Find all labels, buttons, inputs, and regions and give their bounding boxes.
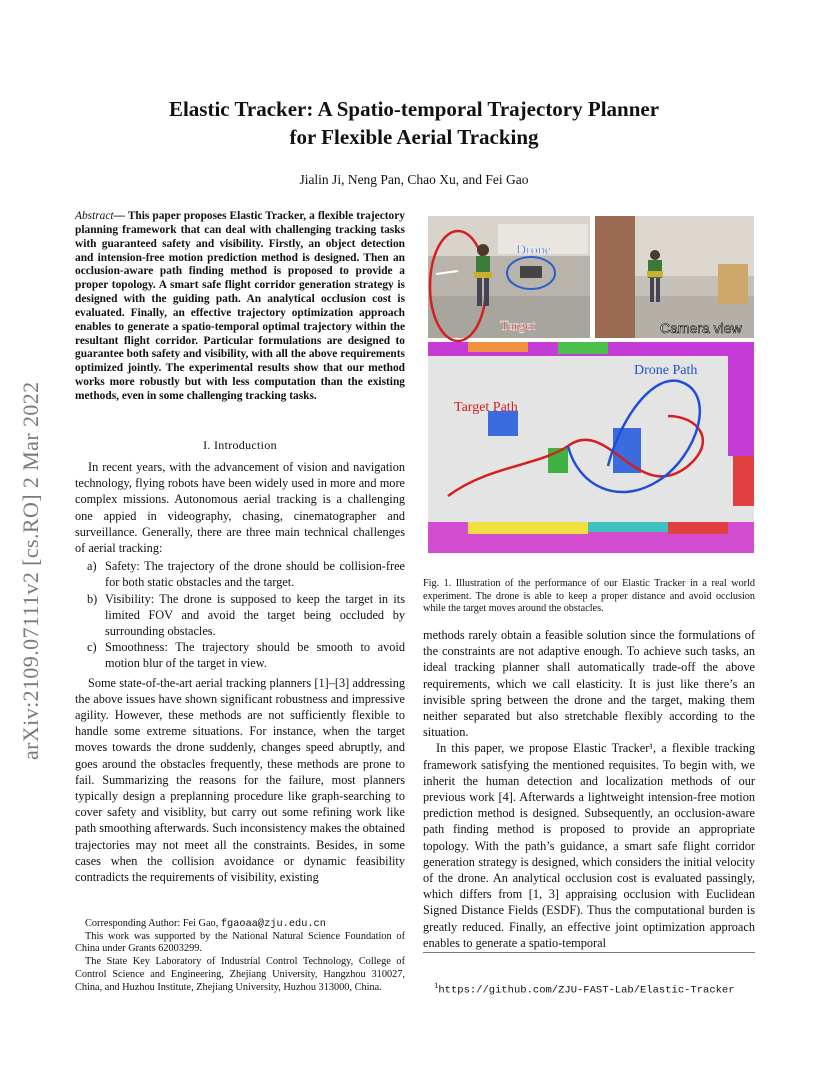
trajectory-map	[428, 342, 754, 553]
footnote-author-label: Corresponding Author: Fei Gao,	[85, 918, 221, 929]
email-link[interactable]: fgaoaa@zju.edu.cn	[220, 918, 326, 930]
drone-path-label: Drone Path	[634, 363, 698, 378]
right-paragraph-1: methods rarely obtain a feasible solution since the formulations of the constraints are not adaptive enough. To achieve such tasks, an ideal tracking planner shall automatically trade-off the above requirements, which we call elasticity. It is just like there’s an invisible spring between the drone and the target, making them neither separated but also stretchable flexibly according to the situation.	[423, 628, 755, 740]
challenge-list	[75, 558, 405, 671]
section-heading: I. Introduction	[203, 438, 277, 452]
github-link[interactable]: https://github.com/ZJU-FAST-Lab/Elastic-Tracker	[438, 984, 735, 997]
list-item	[75, 639, 405, 671]
intro-paragraph-1: In recent years, with the advancement of vision and navigation technology, flying robots have been widely used in more and more complex missions. Autonomous aerial tracking is a challenging one appied in videography, chasing, cinematographer and surveillance. Generally, there are three main technical challenges of aerial tracking:	[75, 460, 405, 556]
arxiv-stamp: arXiv:2109.07111v2 [cs.RO] 2 Mar 2022	[18, 381, 43, 760]
abstract	[75, 210, 405, 404]
target-label: Target	[500, 319, 536, 334]
camera-view-photo	[595, 216, 754, 338]
list-marker: b)	[87, 591, 98, 606]
left-footnotes	[75, 918, 405, 994]
author-list: Jialin Ji, Neng Pan, Chao Xu, and Fei Gao	[299, 172, 529, 187]
footnote-marker: 1	[434, 980, 439, 990]
title-line-1: Elastic Tracker: A Spatio-temporal Trajectory Planner	[168, 97, 660, 121]
footnote-corresponding	[75, 918, 405, 931]
title-line-2: for Flexible Aerial Tracking	[289, 125, 539, 149]
abstract-text: — This paper proposes Elastic Tracker, a flexible trajectory planning framework that can deal with challenging tracking tasks with guaranteed safety and visibility. Firstly, an object detection and intension-free motion prediction method is designed. Then an occlusion-aware path finding method is proposed to provide a proper topology. A smart safe flight corridor generation strategy is designed with the guiding path. An analytical occlusion cost is evaluated. Finally, an effective trajectory optimization approach enables to generate a spatio-temporal optimal trajectory within the resultant flight corridor. Particular formulations are designed to guarantee both safety and visibility, with all the above requirements optimized jointly. The experimental results show that our method works more robustly but with less computation than the existing methods, even in some challenging tracking tasks.	[75, 210, 405, 402]
url-footnote	[434, 980, 735, 997]
list-marker: a)	[87, 559, 97, 574]
list-text: Smoothness: The trajectory should be smooth to avoid motion blur of the target in view.	[105, 640, 405, 671]
figure-1-illustration	[428, 216, 754, 553]
right-paragraph-2: In this paper, we propose Elastic Tracker¹, a flexible tracking framework satisfying the mentioned requisites. To begin with, we inherit the human detection and localization methods of our previous work [4]. Afterwards a lightweight intension-free motion prediction method is designed. Subsequently, an occlusion-aware path finding method is proposed to provide an appropriate topology. With the path’s guidance, a smart safe flight corridor generation strategy is designed, which considers the initial velocity of the drone. An analytical occlusion cost is evaluated passingly, which differs from [1, 3] appraising occlusion with Euclidean Signed Distance Fields (ESDF). Thus the computational burden is greatly reduced. Finally, an effective joint optimization approach enables to generate a spatio-temporal	[423, 741, 755, 950]
paper-title	[0, 95, 828, 151]
list-item	[75, 558, 405, 590]
right-column-body	[423, 627, 755, 951]
list-text: Visibility: The drone is supposed to keep the target in its limited FOV and avoid the target being occluded by surrounding obstacles.	[105, 591, 405, 639]
intro-paragraph-2: Some state-of-the-art aerial tracking planners [1]–[3] addressing the above issues have shown significant robustness and impressive agility. However, these methods are not sufficiently flexible to handle some extreme situations. For instance, when the target moves towards the drone suddenly, changes speed abruptly, and goes around the obstacles frequently, these methods are prone to fail. Summarizing the reasons for the failure, most planners typically design a preplanning procedure like graph-searching to cover safety and visiblity, but carry out some refining work like path smoothing afterwards. Such inconsistency makes the obtained trajectories may not meet all the constraints. Besides, in some cases when the collision avoidance or dynamic feasibility contradicts the requirements of visibility, existing	[75, 675, 405, 885]
abstract-label: Abstract	[75, 210, 114, 222]
drone-label: Drone	[516, 243, 551, 258]
footnote-affiliation: The State Key Laboratory of Industrial Control Technology, College of Control Science and Engineering, Zhejiang University, Hangzhou 310027, China, and Huzhou Institute, Zhejiang University, Huzhou 313000, China.	[75, 956, 405, 993]
list-item	[75, 591, 405, 640]
figure-1	[428, 216, 754, 553]
target-path-label: Target Path	[454, 400, 518, 415]
footnote-divider	[423, 952, 755, 953]
experiment-photo	[428, 216, 590, 341]
list-marker: c)	[87, 640, 97, 655]
introduction-body	[75, 459, 405, 885]
list-text: Safety: The trajectory of the drone should be collision-free for both static obstacles and the target.	[105, 559, 405, 590]
footnote-support: This work was supported by the National Natural Science Foundation of China under Grants 62003299.	[75, 930, 405, 955]
camera-view-label: Camera view	[660, 320, 742, 336]
figure-caption: Fig. 1. Illustration of the performance of our Elastic Tracker in a real world experiment. The drone is able to keep a proper distance and avoid occlusion while the target moves around the obstacles.	[423, 578, 755, 614]
